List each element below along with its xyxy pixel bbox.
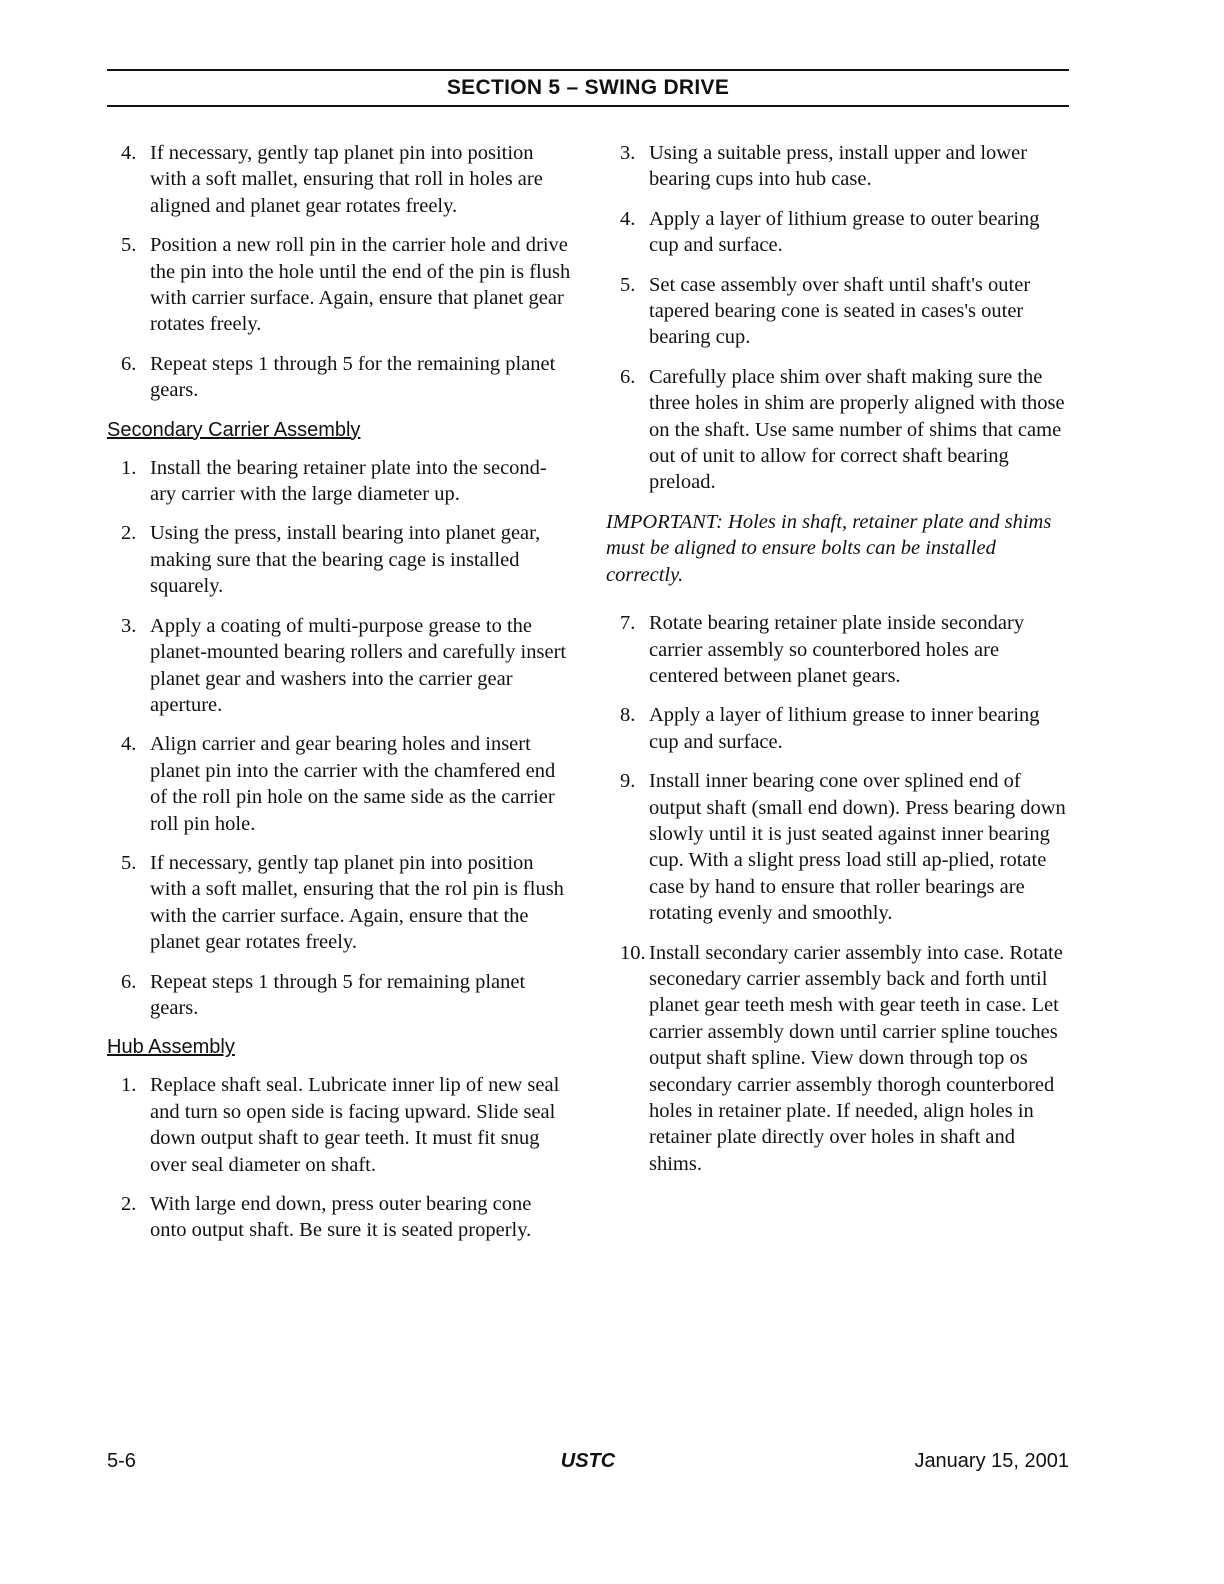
- step-text: Position a new roll pin in the carrier hole and drive the pin into the hole until the end of the pin is flush with carrier surface. Again, ensure that planet gear rotates freely.: [150, 234, 571, 336]
- step-text: Install secondary carier assembly into case. Rotate seconedary carrier assembly back and forth until planet gear teeth mesh with gear teeth in case. Let carrier assembly down until carrier spline touches output shaft spline. View down through top os secondary carrier assembly thorogh counterbored holes in retainer plate. If needed, align holes in retainer plate directly over holes in shaft and shims.: [649, 941, 1063, 1175]
- list-item: [107, 1191, 572, 1244]
- step-text: Rotate bearing retainer plate inside secondary carrier assembly so counterbored holes are centered between planet gears.: [649, 612, 1025, 687]
- step-number: 4.: [121, 733, 137, 756]
- step-number: 6.: [620, 365, 636, 388]
- list-item: [606, 610, 1071, 689]
- step-number: 10.: [620, 941, 646, 964]
- page-footer: [107, 1450, 1069, 1480]
- list-item: [107, 455, 572, 508]
- list-item: [606, 206, 1071, 259]
- intro-steps: [107, 140, 572, 404]
- list-item: [107, 232, 572, 338]
- step-text: If necessary, gently tap planet pin into position with a soft mallet, ensuring that roll in holes are aligned and planet gear rotates freely.: [150, 142, 543, 217]
- step-number: 2.: [121, 522, 137, 545]
- list-item: [606, 272, 1071, 351]
- step-number: 9.: [620, 770, 636, 793]
- list-item: [107, 140, 572, 219]
- list-item: [606, 768, 1071, 926]
- step-text: Repeat steps 1 through 5 for the remaining planet gears.: [150, 352, 556, 402]
- step-number: 2.: [121, 1193, 137, 1215]
- step-number: 7.: [620, 612, 636, 635]
- list-item: [606, 702, 1071, 755]
- step-text: Replace shaft seal. Lubricate inner lip of new seal and turn so open side is facing upward. Slide seal down output shaft to gear teeth. It must fit snug over seal diameter on shaft.: [150, 1074, 560, 1176]
- step-text: Using a suitable press, install upper and lower bearing cups into hub case.: [649, 142, 1028, 191]
- step-number: 8.: [620, 704, 636, 727]
- hub-steps: [107, 1072, 572, 1243]
- list-item: [107, 613, 572, 719]
- step-number: 5.: [121, 234, 137, 257]
- step-number: 1.: [121, 1074, 137, 1097]
- step-text: Using the press, install bearing into planet gear, making sure that the bearing cage is installed squarely.: [150, 522, 541, 598]
- footer-date: January 15, 2001: [914, 1450, 1069, 1472]
- list-item: [606, 940, 1071, 1178]
- step-number: 5.: [620, 273, 636, 296]
- hub-steps-final: [606, 610, 1071, 1177]
- list-item: [107, 731, 572, 837]
- step-number: 3.: [620, 142, 636, 164]
- list-item: [107, 1072, 572, 1178]
- step-text: Repeat steps 1 through 5 for remaining planet gears.: [150, 970, 526, 1019]
- step-text: Install the bearing retainer plate into the second-ary carrier with the large diameter up.: [150, 456, 547, 506]
- step-text: Install inner bearing cone over splined end of output shaft (small end down). Press bearing down slowly until it is just seated against inner bearing cup. With a slight press load still ap-plied, rotate case by hand to ensure that roller bearings are rotating evenly and smoothly.: [649, 770, 1066, 925]
- step-number: 6.: [121, 970, 137, 993]
- step-text: With large end down, press outer bearing cone onto output shaft. Be sure it is seated properly.: [150, 1193, 532, 1242]
- section-title: SECTION 5 – SWING DRIVE: [446, 76, 730, 99]
- secondary-steps: [107, 455, 572, 1022]
- list-item: [107, 850, 572, 956]
- list-item: [107, 969, 572, 1022]
- step-text: Align carrier and gear bearing holes and insert planet pin into the carrier with the chamfered end of the roll pin hole on the same side as the carrier roll pin hole.: [150, 733, 556, 835]
- list-item: [606, 364, 1071, 496]
- hub-steps-continued: [606, 140, 1071, 496]
- step-number: 1.: [121, 456, 137, 479]
- important-note: IMPORTANT: Holes in shaft, retainer plate and shims must be aligned to ensure bolts can be installed correctly.: [606, 510, 1052, 586]
- step-text: Carefully place shim over shaft making sure the three holes in shim are properly aligned with those on the shaft. Use same number of shims that came out of unit to allow for correct shaft bearing preload.: [649, 365, 1065, 494]
- step-number: 4.: [121, 142, 137, 164]
- hub-assembly-heading: Hub Assembly: [107, 1036, 235, 1059]
- step-number: 5.: [121, 851, 137, 874]
- step-text: Apply a layer of lithium grease to outer bearing cup and surface.: [649, 207, 1040, 257]
- left-column: [107, 140, 572, 1257]
- list-item: [606, 140, 1071, 193]
- secondary-carrier-heading: Secondary Carrier Assembly: [107, 418, 361, 441]
- step-text: Apply a layer of lithium grease to inner bearing cup and surface.: [649, 704, 1040, 753]
- list-item: [107, 351, 572, 404]
- step-text: Set case assembly over shaft until shaft's outer tapered bearing cone is seated in cases's outer bearing cup.: [649, 273, 1031, 349]
- step-text: Apply a coating of multi-purpose grease to the planet-mounted bearing rollers and carefully insert planet gear and washers into the carrier gear aperture.: [150, 614, 567, 716]
- step-number: 4.: [620, 207, 636, 230]
- page-number: 5-6: [107, 1450, 136, 1472]
- footer-brand: USTC: [560, 1450, 616, 1472]
- section-header: [107, 69, 1069, 107]
- list-item: [107, 520, 572, 599]
- step-number: 6.: [121, 352, 137, 375]
- step-number: 3.: [121, 614, 137, 637]
- right-column: [606, 140, 1071, 1190]
- step-text: If necessary, gently tap planet pin into position with a soft mallet, ensuring that the rol pin is flush with the carrier surface. Again, ensure that the planet gear rotates freely.: [150, 851, 564, 954]
